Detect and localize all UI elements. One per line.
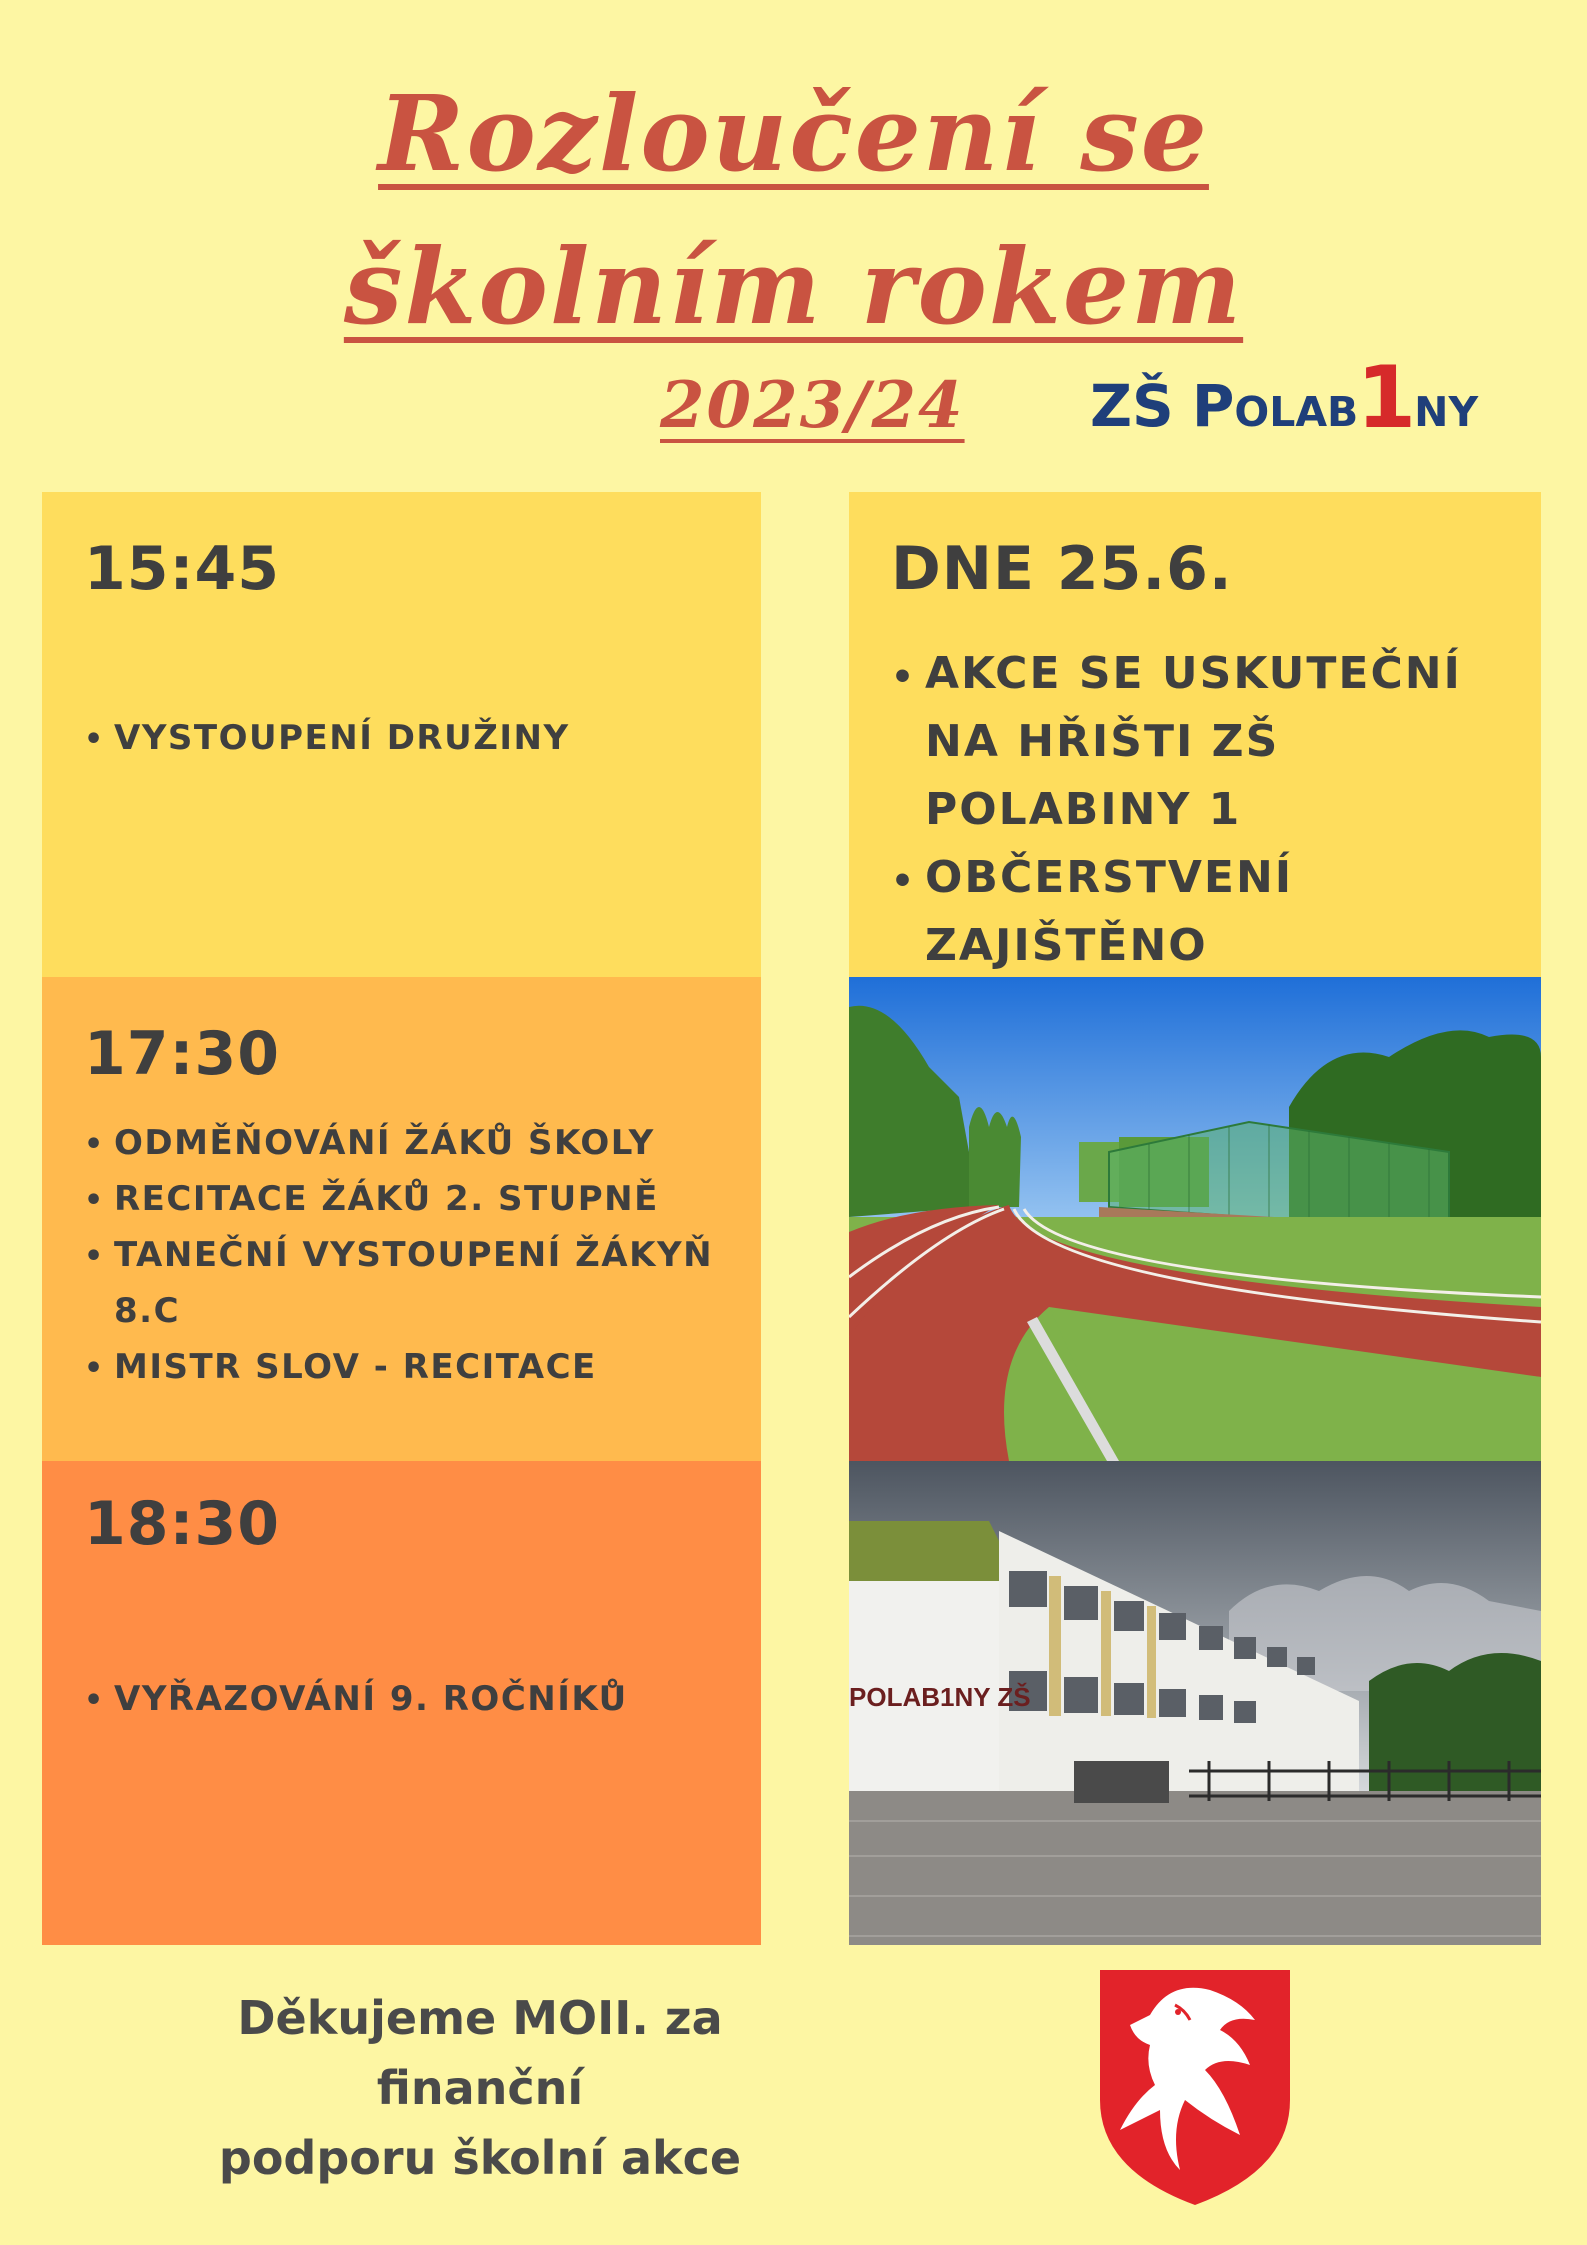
thanks-line-1: Děkujeme MOII. za finanční <box>237 1991 723 2115</box>
schedule-list <box>84 1671 628 1727</box>
schedule-list <box>84 1115 761 1395</box>
event-date: DNE 25.6. <box>891 534 1233 604</box>
schedule-block-1830 <box>42 1461 761 1945</box>
school-sign: POLAB1NY ZŠ <box>849 1682 1031 1712</box>
sports-field-photo <box>849 977 1541 1461</box>
thanks-line-2: podporu školní akce <box>218 2131 742 2185</box>
schedule-time: 18:30 <box>84 1489 280 1559</box>
thanks-text <box>150 1983 810 2193</box>
logo-zs: ZŠ <box>1090 372 1174 440</box>
schedule-item: • MISTR SLOV - RECITACE <box>84 1339 761 1395</box>
event-info-item: • OBČERSTVENÍ ZAJIŠTĚNO <box>891 844 1531 980</box>
school-year: 2023/24 <box>660 368 965 443</box>
schedule-item: • RECITACE ŽÁKŮ 2. STUPNĚ <box>84 1171 761 1227</box>
sports-field-illustration <box>849 977 1541 1461</box>
logo-number-one: 1 <box>1356 347 1417 448</box>
schedule-block-1545 <box>42 492 761 977</box>
schedule-time: 17:30 <box>84 1019 280 1089</box>
schedule-list <box>84 710 570 766</box>
event-info-item: • AKCE SE USKUTEČNÍ NA HŘIŠTI ZŠ POLABINY 1 <box>891 640 1531 844</box>
school-logo <box>1090 345 1479 448</box>
title-line-1: Rozloučení se <box>378 72 1209 195</box>
schedule-item: • ODMĚŇOVÁNÍ ŽÁKŮ ŠKOLY <box>84 1115 761 1171</box>
logo-name <box>1191 347 1479 448</box>
city-crest-icon <box>1090 1960 1300 2210</box>
logo-name-b: ny <box>1414 372 1479 440</box>
event-info-block <box>849 492 1541 977</box>
schedule-block-1730 <box>42 977 761 1461</box>
schedule-item: • VYSTOUPENÍ DRUŽINY <box>84 710 570 766</box>
schedule-item: • VYŘAZOVÁNÍ 9. ROČNÍKŮ <box>84 1671 628 1727</box>
logo-name-a: Polab <box>1191 372 1359 440</box>
school-building-photo <box>849 1461 1541 1945</box>
title-line-2: školním rokem <box>343 225 1244 348</box>
schedule-item: • TANEČNÍ VYSTOUPENÍ ŽÁKYŇ 8.C <box>84 1227 761 1339</box>
schedule-time: 15:45 <box>84 534 280 604</box>
school-building-illustration <box>849 1461 1541 1945</box>
